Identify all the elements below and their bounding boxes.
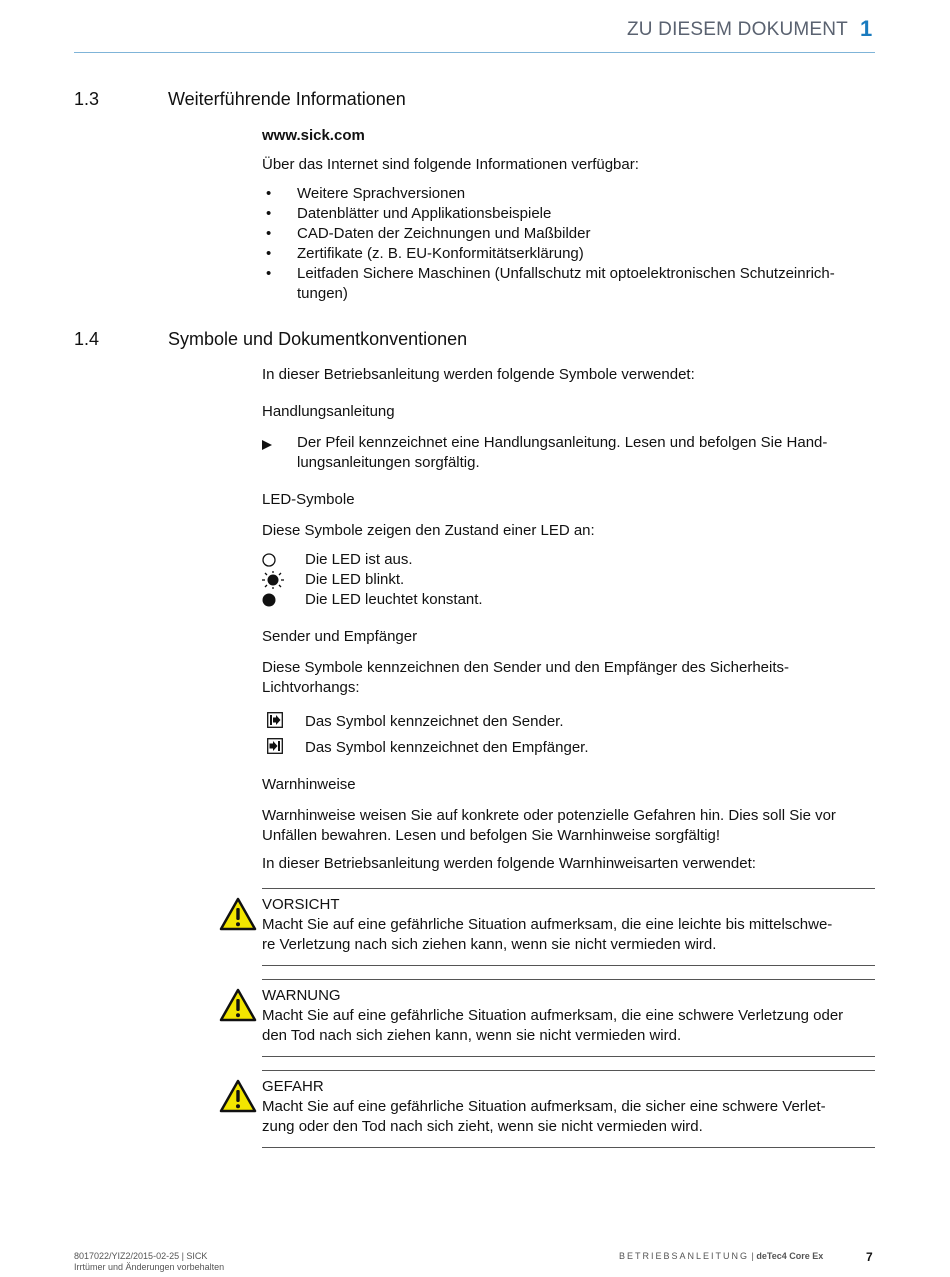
warning-triangle-icon [219, 988, 257, 1027]
warn-types-intro: In dieser Betriebsanleitung werden folgende Warnhinweisarten verwendet: [262, 855, 756, 872]
section-title-1-3: Weiterführende Informationen [168, 89, 406, 109]
warning-rule-top [262, 979, 875, 980]
page-number: 7 [866, 1250, 873, 1264]
chapter-number: 1 [860, 16, 873, 41]
warning-title-vorsicht: VORSICHT [262, 896, 340, 913]
warn-heading: Warnhinweise [262, 776, 356, 793]
led-blink-icon [262, 571, 284, 595]
warning-triangle-icon [219, 897, 257, 936]
list-item: • Weitere Sprachversionen [266, 185, 466, 202]
led-on-icon [262, 593, 276, 613]
arrow-right-icon [262, 437, 272, 455]
led-on-label: Die LED leuchtet konstant. [305, 591, 483, 608]
footer-doc-id: 8017022/YIZ2/2015-02-25 | SICK [74, 1251, 208, 1261]
footer-doc-type: BETRIEBSANLEITUNG | deTec4 Core Ex [619, 1251, 824, 1261]
warning-rule-bottom [262, 965, 875, 966]
handlung-heading: Handlungsanleitung [262, 403, 395, 420]
info-list [262, 184, 875, 304]
handlung-text: Der Pfeil kennzeichnet eine Handlungsanleitung. Lesen und befolgen Sie Hand- lungsanleitungen sorgfältig. [297, 434, 828, 471]
warning-title-warnung: WARNUNG [262, 987, 341, 1004]
warning-title-gefahr: GEFAHR [262, 1078, 324, 1095]
sender-intro: Diese Symbole kennzeichnen den Sender und den Empfänger des Sicherheits- Lichtvorhangs: [262, 659, 789, 696]
led-intro: Diese Symbole zeigen den Zustand einer LED an: [262, 522, 595, 539]
section-number-1-3: 1.3 [74, 89, 100, 109]
receiver-label: Das Symbol kennzeichnet den Empfänger. [305, 739, 589, 756]
led-heading: LED-Symbole [262, 491, 355, 508]
warning-rule-top [262, 888, 875, 889]
website-link[interactable]: www.sick.com [262, 127, 365, 144]
footer-doc-info [74, 1251, 224, 1273]
warn-paragraph: Warnhinweise weisen Sie auf konkrete oder potenzielle Gefahren hin. Dies soll Sie vor Unfällen bewahren. Lesen und befolgen Sie Warnhinweise sorgfältig! [262, 807, 836, 844]
warning-text-warnung: Macht Sie auf eine gefährliche Situation aufmerksam, die eine schwere Verletzung oder den Tod nach sich ziehen kann, wenn sie nicht vermieden wird. [262, 1007, 844, 1044]
symbols-intro: In dieser Betriebsanleitung werden folgende Symbole verwendet: [262, 366, 695, 383]
sender-icon [267, 712, 283, 734]
footer-disclaimer: Irrtümer und Änderungen vorbehalten [74, 1262, 225, 1272]
warning-rule-top [262, 1070, 875, 1071]
section-title-1-4: Symbole und Dokumentkonventionen [168, 329, 468, 349]
section-number-1-4: 1.4 [74, 329, 100, 349]
led-off-label: Die LED ist aus. [305, 551, 413, 568]
info-intro: Über das Internet sind folgende Informationen verfügbar: [262, 156, 639, 173]
warning-triangle-icon [219, 1079, 257, 1118]
warning-rule-bottom [262, 1147, 875, 1148]
warning-rule-bottom [262, 1056, 875, 1057]
list-item: • Datenblätter und Applikationsbeispiele [266, 205, 552, 222]
receiver-icon [267, 738, 283, 760]
led-blink-label: Die LED blinkt. [305, 571, 405, 588]
list-item: • Zertifikate (z. B. EU-Konformitätserklärung) [266, 245, 584, 262]
sender-label: Das Symbol kennzeichnet den Sender. [305, 713, 564, 730]
running-header-title: ZU DIESEM DOKUMENT [626, 19, 848, 40]
sender-heading: Sender und Empfänger [262, 628, 418, 645]
led-off-icon [262, 553, 276, 573]
header-divider [74, 52, 875, 53]
warning-text-vorsicht: Macht Sie auf eine gefährliche Situation aufmerksam, die eine leichte bis mittelschwe- re Verletzung nach sich ziehen kann, wenn sie nicht vermieden wird. [262, 916, 833, 953]
list-item: • Leitfaden Sichere Maschinen (Unfallschutz mit optoelektronischen Schutzeinrich- tungen) [266, 265, 835, 302]
list-item: • CAD-Daten der Zeichnungen und Maßbilder [266, 225, 591, 242]
warning-text-gefahr: Macht Sie auf eine gefährliche Situation aufmerksam, die sicher eine schwere Verlet- zung oder den Tod nach sich zieht, wenn sie nicht vermieden wird. [262, 1098, 826, 1135]
